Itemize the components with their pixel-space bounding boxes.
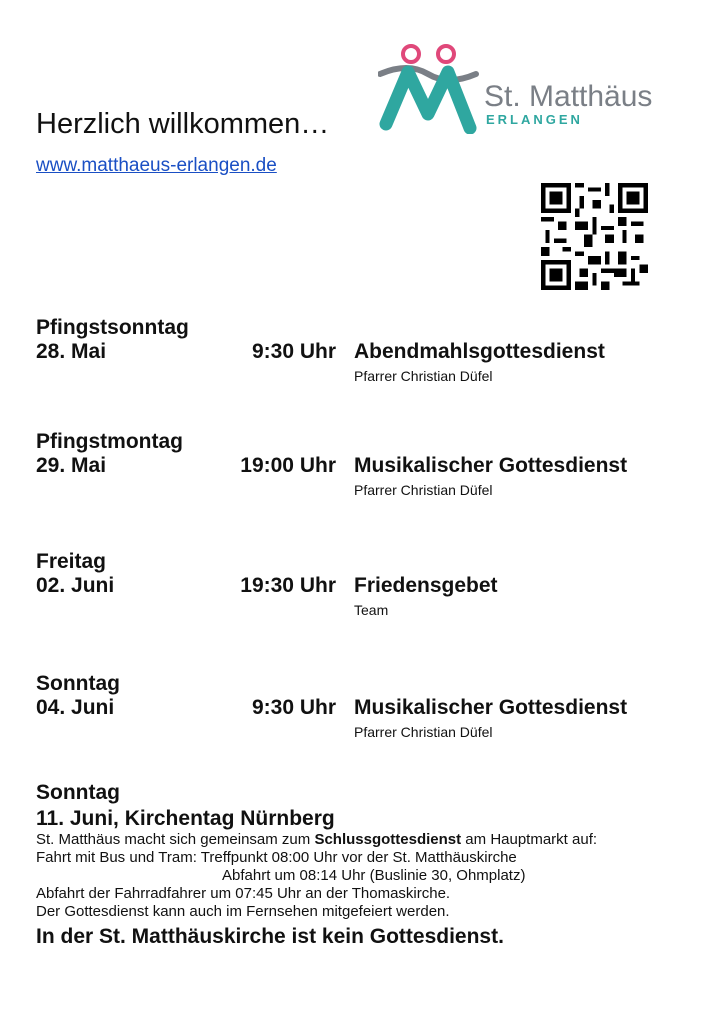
qr-code-icon[interactable] <box>541 183 648 290</box>
event-1 <box>36 316 686 384</box>
event-person: Pfarrer Christian Düfel <box>354 724 493 740</box>
final-line-3: Abfahrt um 08:14 Uhr (Buslinie 30, Ohmplatz) <box>222 867 526 884</box>
event-person: Pfarrer Christian Düfel <box>354 368 493 384</box>
event-time: 19:30 Uhr <box>240 574 336 597</box>
logo-name: St. Matthäus <box>484 80 653 113</box>
website-link[interactable]: www.matthaeus-erlangen.de <box>36 155 277 176</box>
event-time: 9:30 Uhr <box>251 340 336 363</box>
event-3 <box>36 550 686 618</box>
event-day: Pfingstsonntag <box>36 316 189 339</box>
final-line-1: St. Matthäus macht sich gemeinsam zum Schlussgottesdienst am Hauptmarkt auf: <box>36 831 598 848</box>
event-4 <box>36 672 686 740</box>
event-date: 28. Mai <box>36 340 107 363</box>
logo-city: ERLANGEN <box>486 112 583 127</box>
event-person: Team <box>354 602 389 618</box>
event-title: Musikalischer Gottesdienst <box>354 454 628 477</box>
final-line-4: Abfahrt der Fahrradfahrer um 07:45 Uhr an der Thomaskirche. <box>36 885 451 902</box>
kirchentag-section <box>36 781 706 949</box>
event-title: Abendmahlsgottesdienst <box>354 340 605 363</box>
event-time: 19:00 Uhr <box>240 454 336 477</box>
final-subtitle: 11. Juni, Kirchentag Nürnberg <box>36 807 335 830</box>
event-day: Sonntag <box>36 672 120 695</box>
event-date: 04. Juni <box>36 696 115 719</box>
event-date: 02. Juni <box>36 574 115 597</box>
event-2 <box>36 430 686 498</box>
event-day: Freitag <box>36 550 107 573</box>
event-day: Pfingstmontag <box>36 430 183 453</box>
final-notice: In der St. Matthäuskirche ist kein Gottesdienst. <box>36 925 504 948</box>
final-line-5: Der Gottesdienst kann auch im Fernsehen mitgefeiert werden. <box>36 903 450 920</box>
event-date: 29. Mai <box>36 454 107 477</box>
final-line-2: Fahrt mit Bus und Tram: Treffpunkt 08:00 Uhr vor der St. Matthäuskirche <box>36 849 517 866</box>
event-time: 9:30 Uhr <box>251 696 336 719</box>
final-day: Sonntag <box>36 781 120 804</box>
welcome-heading: Herzlich willkommen… <box>36 108 330 140</box>
event-title: Musikalischer Gottesdienst <box>354 696 628 719</box>
event-person: Pfarrer Christian Düfel <box>354 482 493 498</box>
event-title: Friedensgebet <box>354 574 498 597</box>
